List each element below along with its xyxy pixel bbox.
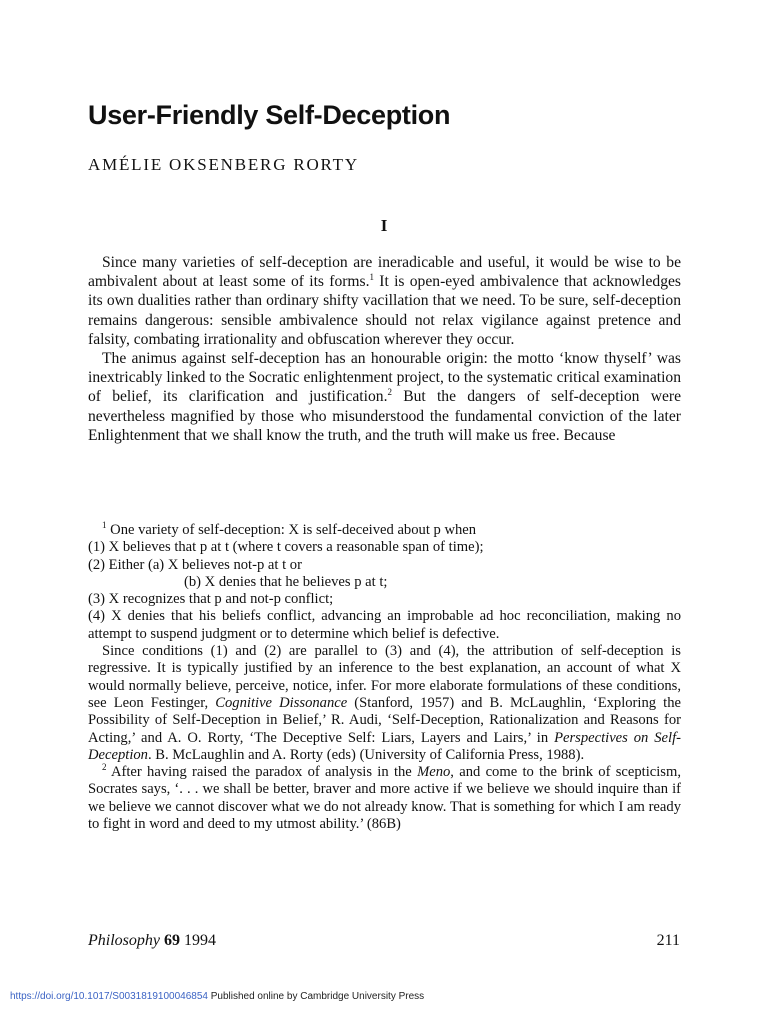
footnote-ref-2[interactable]: 2 [387, 387, 392, 398]
journal-volume: 69 [164, 932, 180, 949]
footnote-1-intro: $^1$ One variety of self-deception: X is self-deceived about p when [102, 520, 477, 538]
footnote-1-condition-2a: (2) Either (a) X believes not-p at t or [88, 556, 302, 573]
journal-year: 1994 [184, 932, 216, 949]
publisher-note: Published online by Cambridge University Press [207, 991, 425, 1002]
doi-line [10, 991, 424, 1002]
footnote-2: $^2$ After having raised the paradox of analysis in the Meno, and come to the brink of scepticism, Socrates says, ‘. . . we shall be better, braver and more active if we believe we should inquire than if we believe we cannot discover what we do not already know. That is something for which I am ready to fight in word and deed to my utmost ability.’ (86B) [88, 762, 681, 833]
body-text [88, 253, 681, 445]
footnote-1-condition-3: (3) X recognizes that p and not-p conflict; [88, 591, 334, 608]
footnotes [88, 522, 681, 833]
journal-name: Philosophy [88, 932, 160, 949]
page-number: 211 [656, 932, 680, 949]
article-title: User-Friendly Self-Deception [88, 100, 451, 130]
footnote-1-paragraph-2: Since conditions (1) and (2) are parallel to (3) and (4), the attribution of self-deception is regressive. It is typically justified by an inference to the best explanation, an account of what X would normally believe, perceive, notice, infer. For more elaborate formulations of these conditions, see Leon Festinger, Cognitive Dissonance (Stanford, 1957) and B. McLaughlin, ‘Exploring the Possibility of Self-Deception in Belief,’ R. Audi, ‘Self-Deception, Rationalization and Reasons for Acting,’ and A. O. Rorty, ‘The Deceptive Self: Liars, Layers and Lairs,’ in Perspectives on Self-Deception. B. McLaughlin and A. Rorty (eds) (University of California Press, 1988). [88, 643, 681, 763]
footnote-1-condition-1: (1) X believes that p at t (where t covers a reasonable span of time); [88, 539, 484, 556]
footnote-ref-1[interactable]: 1 [369, 272, 375, 283]
body-paragraph-2: The animus against self-deception has an honourable origin: the motto ‘know thyself’ was inextricably linked to the Socratic enlightenment project, to the systematic critical examination of belief, its clarification and justification.$^2$ But the dangers of self-deception were nevertheless magnified by those who misunderstood the fundamental conviction of the later Enlightenment that we shall know the truth, and the truth will make us free. Because [88, 350, 681, 444]
section-number: I [380, 216, 388, 235]
body-paragraph-1: Since many varieties of self-deception are ineradicable and useful, it would be wise to be ambivalent about at least some of its forms.$^1$ It is open-eyed ambivalence that acknowledges its own dualities rather than ordinary shifty vacillation that we need. To be sure, self-deception remains dangerous: sensible ambivalence should not relax vigilance against pretence and falsity, combating irrationality and obfuscation wherever they occur. [88, 254, 681, 348]
footnote-1-condition-4: (4) X denies that his beliefs conflict, advancing an improbable ad hoc reconciliation, making no attempt to suspend judgment or to determine which belief is defective. [88, 608, 681, 642]
journal-citation [88, 932, 216, 950]
footnote-1-condition-2b: (b) X denies that he believes p at t; [184, 573, 388, 590]
article-author: AMÉLIE OKSENBERG RORTY [88, 155, 359, 174]
doi-link[interactable]: https://doi.org/10.1017/S0031819100046854 [10, 991, 208, 1002]
